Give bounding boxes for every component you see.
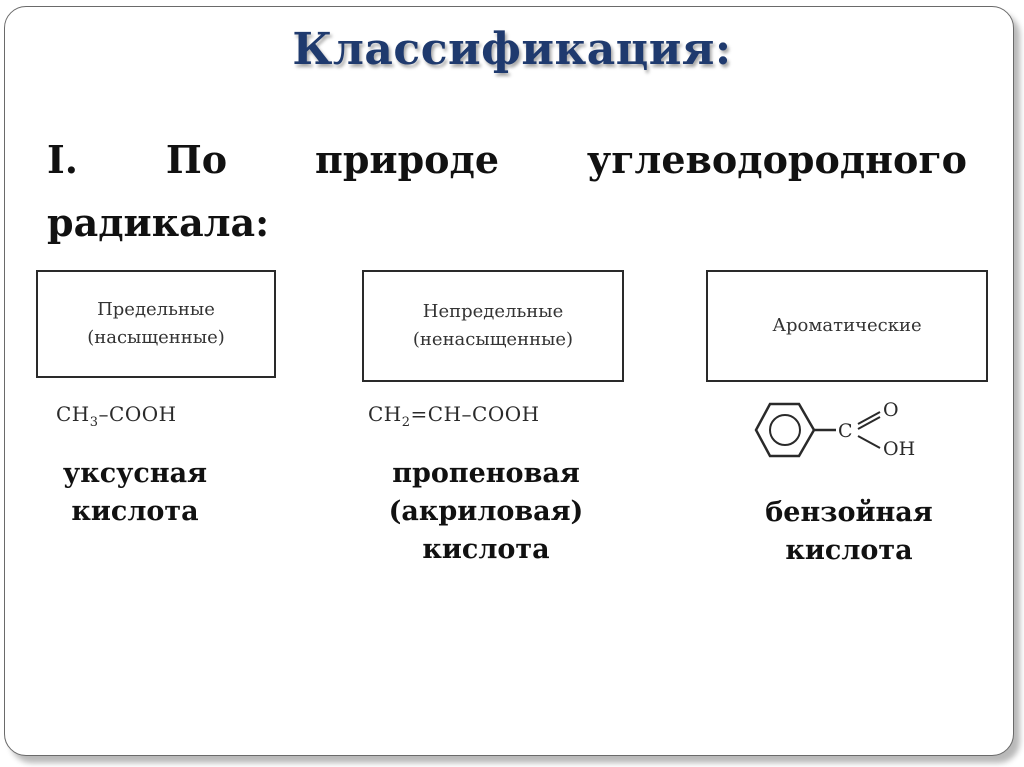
formula-part: –COOH [98, 402, 177, 426]
formula-part: CH [368, 402, 402, 426]
name-line: пропеновая [392, 458, 580, 489]
category-box-aromatic [706, 270, 988, 382]
hydroxyl-group: OH [883, 438, 916, 460]
formula-subscript: 2 [401, 415, 411, 430]
category-label: Ароматические [772, 315, 922, 336]
heading-line-2: радикала: [47, 200, 270, 245]
name-line: кислота [71, 496, 199, 527]
acetic-acid-name [40, 455, 230, 531]
benzoic-acid-name [744, 494, 954, 570]
heading-word: I. [47, 137, 79, 182]
name-line: кислота [422, 534, 550, 565]
acrylic-acid-formula [368, 402, 540, 430]
slide-title: Классификация: [292, 24, 732, 75]
benzene-ring [756, 404, 814, 456]
formula-subscript: 3 [89, 415, 99, 430]
category-label: Предельные [97, 299, 215, 320]
category-label: Непредельные [422, 301, 564, 322]
carboxyl-carbon: C [838, 420, 853, 442]
heading-word: углеводородного [586, 137, 967, 182]
formula-part: CH [56, 402, 90, 426]
name-line: кислота [785, 535, 913, 566]
category-sublabel: (насыщенные) [87, 327, 225, 348]
name-line: уксусная [62, 458, 208, 489]
name-line: (акриловая) [388, 496, 584, 527]
heading-line-1 [47, 128, 967, 191]
name-line: бензойная [765, 497, 933, 528]
formula-part: =CH–COOH [410, 402, 540, 426]
heading-word: По [165, 137, 228, 182]
acetic-acid-formula [56, 402, 177, 430]
category-box-saturated [36, 270, 276, 378]
category-sublabel: (ненасыщенные) [412, 329, 574, 350]
classification-heading [47, 128, 967, 254]
acrylic-acid-name [366, 455, 606, 569]
category-box-unsaturated [362, 270, 624, 382]
single-bond-line [858, 436, 880, 448]
benzoic-acid-structure [754, 396, 944, 468]
heading-word: природе [315, 137, 500, 182]
carbonyl-oxygen: O [883, 399, 899, 421]
